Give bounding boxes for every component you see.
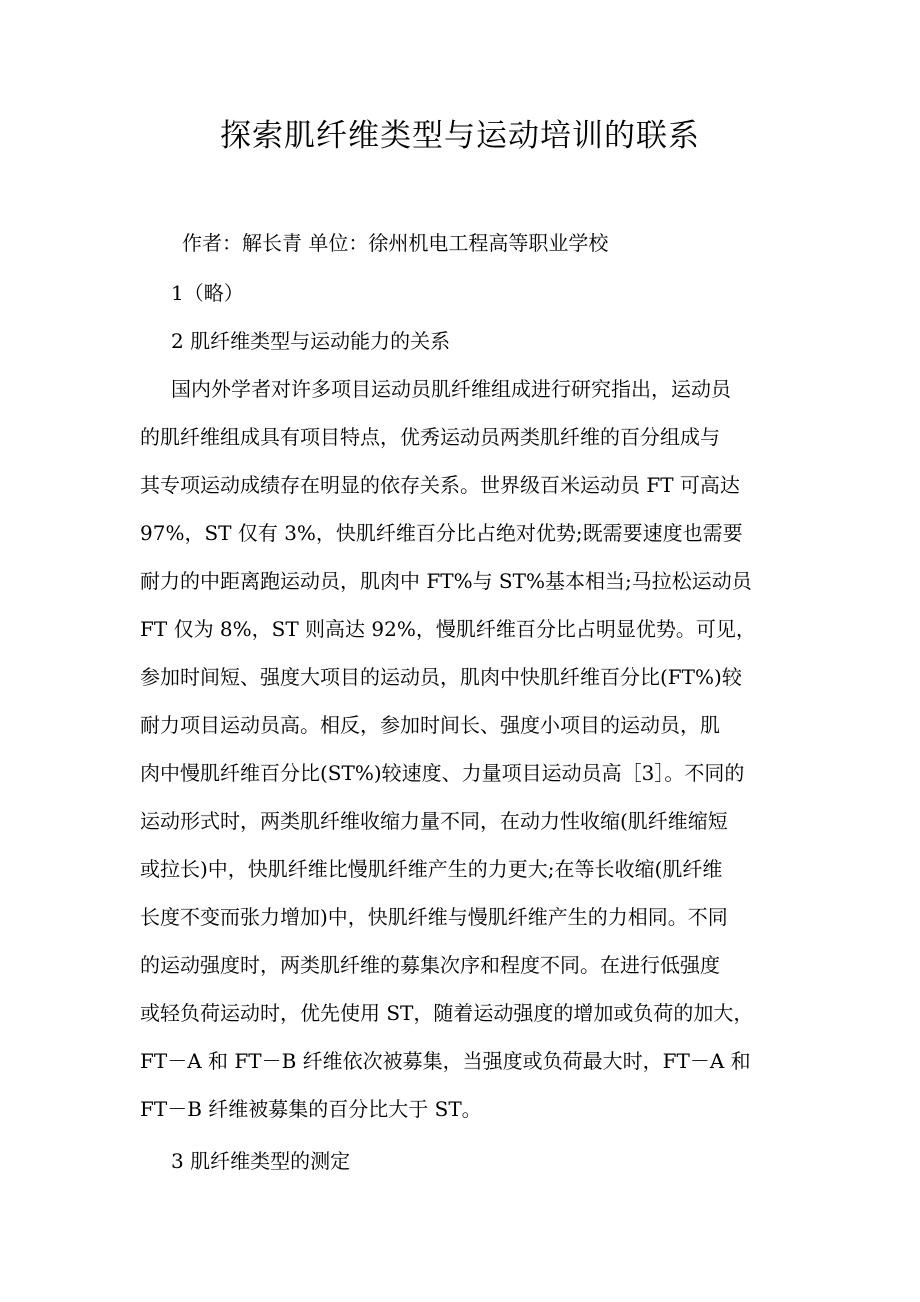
paragraph-line: FT－A 和 FT－B 纤维依次被募集，当强度或负荷最大时，FT－A 和 xyxy=(140,1049,751,1073)
paragraph-line: FT 仅为 8%，ST 则高达 92%，慢肌纤维百分比占明显优势。可见， xyxy=(140,617,756,641)
paragraph-line: 的运动强度时，两类肌纤维的募集次序和程度不同。在进行低强度 xyxy=(140,953,720,977)
paragraph-line: FT－B 纤维被募集的百分比大于 ST。 xyxy=(140,1097,482,1121)
paragraph-line: 参加时间短、强度大项目的运动员，肌肉中快肌纤维百分比(FT%)较 xyxy=(140,665,742,689)
paragraph-line: 或轻负荷运动时，优先使用 ST，随着运动强度的增加或负荷的加大， xyxy=(140,1001,754,1025)
paragraph-line: 长度不变而张力增加)中，快肌纤维与慢肌纤维产生的力相同。不同 xyxy=(140,905,728,929)
author-line: 作者：解长青 单位：徐州机电工程高等职业学校 xyxy=(182,231,609,255)
section-1: 1（略） xyxy=(171,281,244,305)
paragraph-line: 耐力项目运动员高。相反，参加时间长、强度小项目的运动员，肌 xyxy=(140,713,720,737)
paragraph-line: 国内外学者对许多项目运动员肌纤维组成进行研究指出，运动员 xyxy=(171,377,731,401)
paragraph-line: 97%，ST 仅有 3%，快肌纤维百分比占绝对优势;既需要速度也需要 xyxy=(140,521,743,545)
paragraph-line: 肉中慢肌纤维百分比(ST%)较速度、力量项目运动员高［3］。不同的 xyxy=(140,761,745,785)
paragraph-line: 或拉长)中，快肌纤维比慢肌纤维产生的力更大;在等长收缩(肌纤维 xyxy=(140,857,723,881)
page-title: 探索肌纤维类型与运动培训的联系 xyxy=(220,118,700,154)
paragraph-line: 耐力的中距离跑运动员，肌肉中 FT%与 ST%基本相当;马拉松运动员 xyxy=(140,569,752,593)
section-3-heading: 3 肌纤维类型的测定 xyxy=(171,1149,351,1173)
section-2-heading: 2 肌纤维类型与运动能力的关系 xyxy=(171,329,451,353)
paragraph-line: 的肌纤维组成具有项目特点，优秀运动员两类肌纤维的百分组成与 xyxy=(140,425,720,449)
paragraph-line: 其专项运动成绩存在明显的依存关系。世界级百米运动员 FT 可高达 xyxy=(140,473,740,497)
paragraph-line: 运动形式时，两类肌纤维收缩力量不同，在动力性收缩(肌纤维缩短 xyxy=(140,809,728,833)
